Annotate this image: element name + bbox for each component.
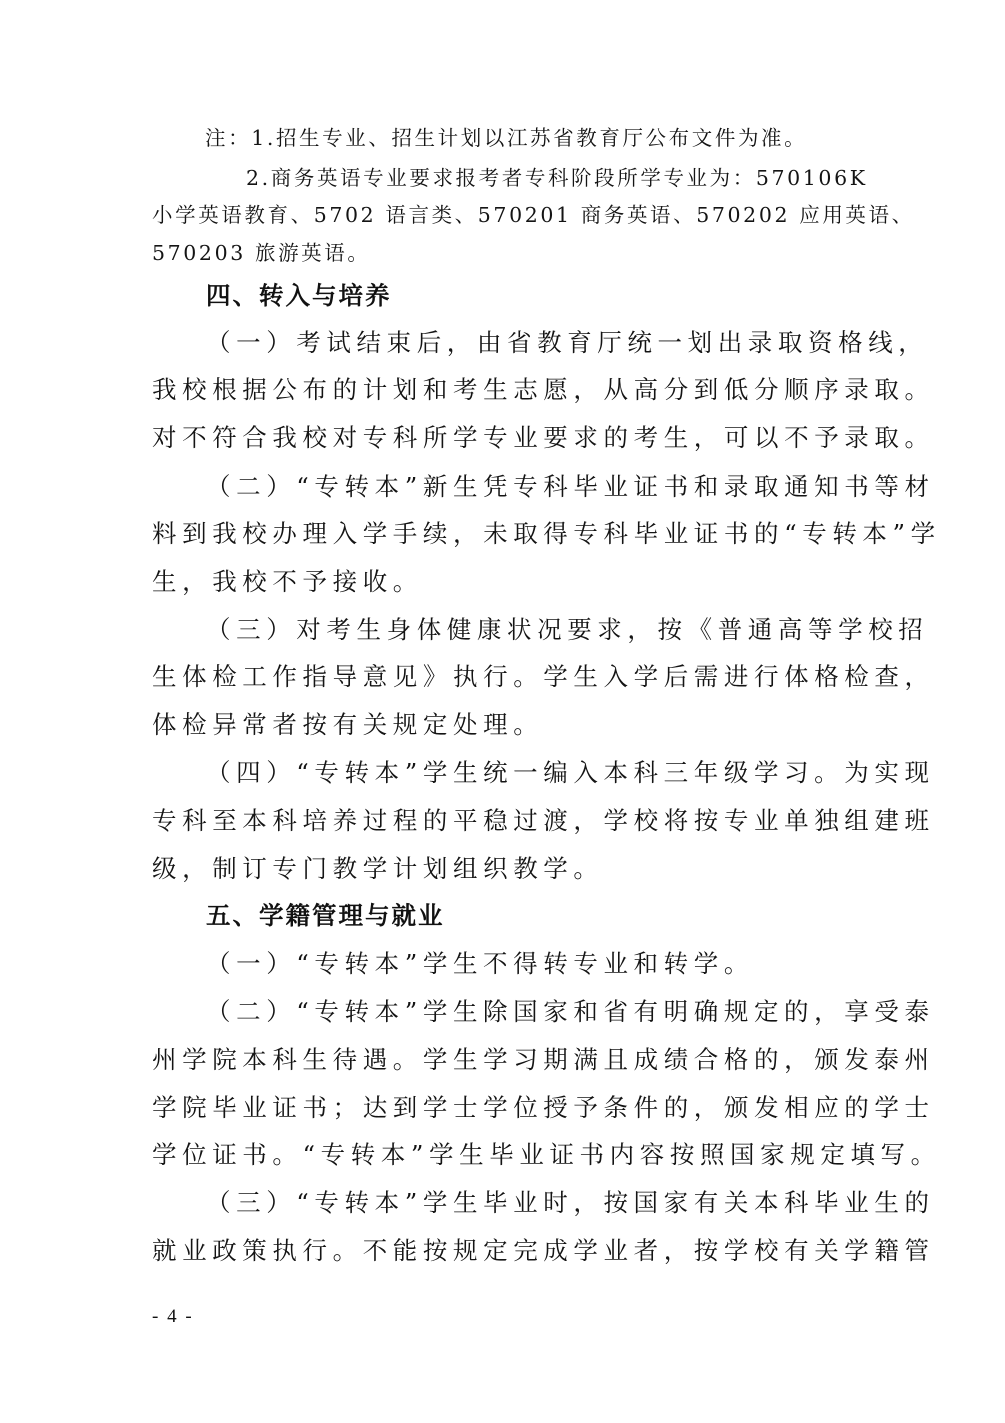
paragraph-line: （三）对考生身体健康状况要求，按《普通高等学校招 [206,615,929,644]
paragraph-line: （四）“专转本”学生统一编入本科三年级学习。为实现 [206,758,935,787]
note-line-1: 注：1.招生专业、招生计划以江苏省教育厅公布文件为准。 [205,126,808,150]
paragraph-line: 料到我校办理入学手续，未取得专科毕业证书的“专转本”学 [152,519,941,548]
note-line-4: 570203 旅游英语。 [152,241,371,265]
paragraph-line: 我校根据公布的计划和考生志愿，从高分到低分顺序录取。 [152,375,935,404]
paragraph-line: 对不符合我校对专科所学专业要求的考生，可以不予录取。 [152,423,935,452]
section-heading-5: 五、学籍管理与就业 [206,901,445,930]
paragraph-line: （三）“专转本”学生毕业时，按国家有关本科毕业生的 [206,1188,935,1217]
paragraph-line: 州学院本科生待遇。学生学习期满且成绩合格的，颁发泰州 [152,1045,935,1074]
paragraph-line: 生体检工作指导意见》执行。学生入学后需进行体格检查， [152,662,935,691]
paragraph-line: （二）“专转本”学生除国家和省有明确规定的，享受泰 [206,997,935,1026]
paragraph-line: （一）“专转本”学生不得转专业和转学。 [206,949,754,978]
paragraph-line: 学位证书。“专转本”学生毕业证书内容按照国家规定填写。 [152,1140,941,1169]
paragraph-line: 体检异常者按有关规定处理。 [152,710,544,739]
section-heading-4: 四、转入与培养 [206,281,392,310]
note-line-3: 小学英语教育、5702 语言类、570201 商务英语、570202 应用英语、 [152,203,915,227]
paragraph-line: （一）考试结束后，由省教育厅统一划出录取资格线， [206,328,929,357]
paragraph-line: （二）“专转本”新生凭专科毕业证书和录取通知书等材 [206,472,935,501]
paragraph-line: 就业政策执行。不能按规定完成学业者，按学校有关学籍管 [152,1236,935,1265]
paragraph-line: 专科至本科培养过程的平稳过渡，学校将按专业单独组建班 [152,806,935,835]
paragraph-line: 级，制订专门教学计划组织教学。 [152,854,604,883]
page-number: - 4 - [152,1306,194,1327]
paragraph-line: 学院毕业证书；达到学士学位授予条件的，颁发相应的学士 [152,1093,935,1122]
paragraph-line: 生，我校不予接收。 [152,567,423,596]
note-line-2: 2.商务英语专业要求报考者专科阶段所学专业为：570106K [246,166,868,190]
